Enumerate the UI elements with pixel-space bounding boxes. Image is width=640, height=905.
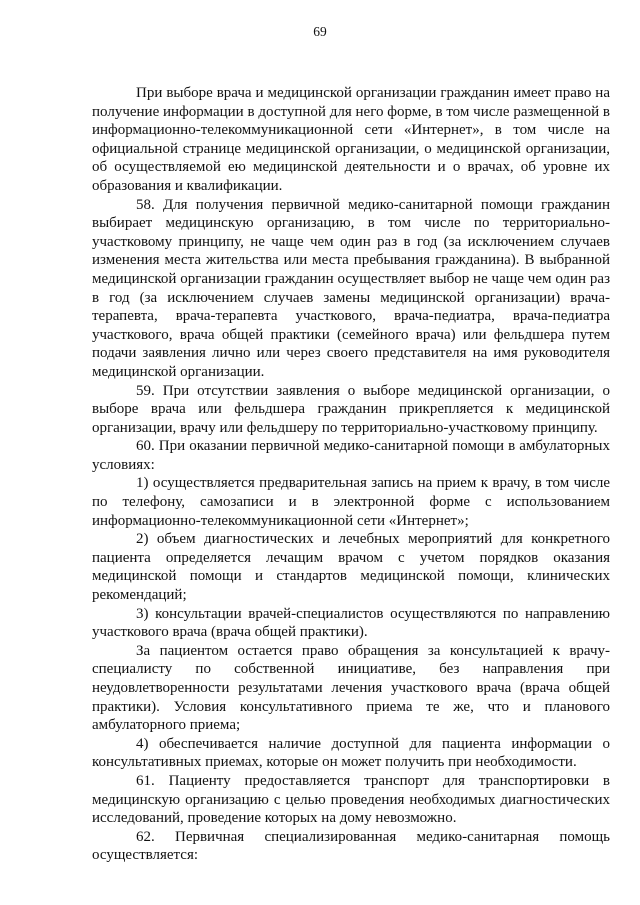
paragraph-59: 59. При отсутствии заявления о выборе медицинской организации, о выборе врача или фельдшера гражданин прикрепляется к медицинской организации, врачу или фельдшеру по территориально-участковому принципу.: [92, 382, 610, 436]
document-body: [92, 84, 610, 865]
list-item-2: 2) объем диагностических и лечебных мероприятий для конкретного пациента определяется лечащим врачом с учетом порядков оказания медицинской помощи и стандартов медицинской помощи, клинических рекомендаций;: [92, 531, 610, 604]
page-number: 69: [313, 24, 327, 39]
list-item-1: 1) осуществляется предварительная запись на прием к врачу, в том числе по телефону, самозаписи и в электронной форме с использованием информационно-телекоммуникационной сети «Интернет»;: [92, 475, 610, 529]
paragraph-doctor-choice-info: При выборе врача и медицинской организации гражданин имеет право на получение информации в доступной для него форме, в том числе размещенной в информационно-телекоммуникационной сети «Интернет», в том числе на официальной странице медицинской организации, о медицинской организации, об осуществляемой ею медицинской деятельности и о врачах, об уровне их образования и квалификации.: [92, 85, 610, 194]
paragraph-62: 62. Первичная специализированная медико-санитарная помощь осуществляется:: [92, 828, 610, 864]
paragraph-58: 58. Для получения первичной медико-санитарной помощи гражданин выбирает медицинскую организацию, в том числе по территориально-участковому принципу, не чаще чем один раз в год (за исключением случаев изменения места жительства или места пребывания гражданина). В выбранной медицинской организации гражданин осуществляет выбор не чаще чем один раз в год (за исключением случаев замены медицинской организации) врача-терапевта, врача-терапевта участкового, врача-педиатра, врача-педиатра участкового, врача общей практики (семейного врача) или фельдшера путем подачи заявления лично или через своего представителя на имя руководителя медицинской организации.: [92, 196, 610, 380]
list-item-3: 3) консультации врачей-специалистов осуществляются по направлению участкового врача (врача общей практики).: [92, 605, 610, 641]
list-item-4: 4) обеспечивается наличие доступной для пациента информации о консультативных приемах, которые он может получить при необходимости.: [92, 735, 610, 771]
paragraph-60: 60. При оказании первичной медико-санитарной помощи в амбулаторных условиях:: [92, 438, 610, 473]
paragraph-specialist-right: За пациентом остается право обращения за консультацией к врачу-специалисту по собственной инициативе, без направления при неудовлетворенности результатами лечения участкового врача (врача общей практики). Условия консультативного приема те же, что и планового амбулаторного приема;: [92, 642, 610, 734]
paragraph-61: 61. Пациенту предоставляется транспорт для транспортировки в медицинскую организацию с целью проведения необходимых диагностических исследований, проведение которых на дому невозможно.: [92, 772, 610, 827]
